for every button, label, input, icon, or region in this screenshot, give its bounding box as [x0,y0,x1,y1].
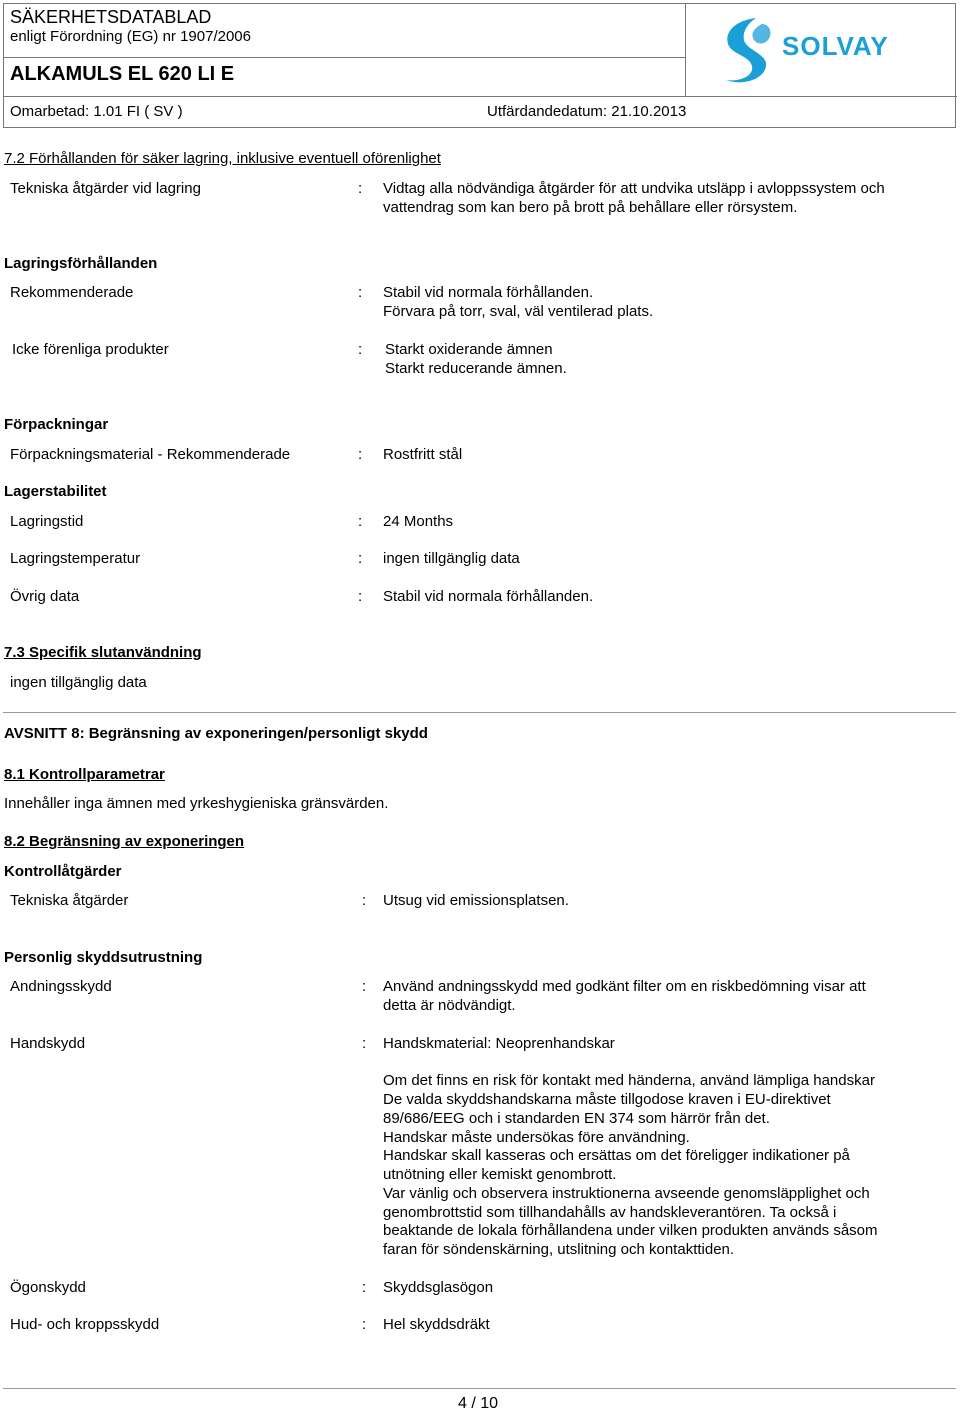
field-separator: : [362,978,367,995]
header-divider [4,57,685,58]
technical-measures-label: Tekniska åtgärder [10,892,129,909]
storage-temperature-label: Lagringstemperatur [10,550,141,567]
hand-protection-note: Handskar skall kasseras och ersättas om det föreligger indikationer på [383,1147,850,1164]
field-separator: : [358,180,363,197]
hand-protection-label: Handskydd [10,1035,86,1052]
recommended-value: Förvara på torr, sval, väl ventilerad plats. [383,303,654,320]
section-divider [3,712,956,713]
hand-protection-note: Handskar måste undersökas före användning. [383,1129,690,1146]
hand-protection-note: Var vänlig och observera instruktionerna avseende genomsläpplighet och [383,1185,870,1202]
storage-technical-label: Tekniska åtgärder vid lagring [10,180,201,197]
hand-protection-note: 89/686/EEG och i standarden EN 374 som härrör från det. [383,1110,770,1127]
packaging-label: Förpackningsmaterial - Rekommenderade [10,446,291,463]
recommended-label: Rekommenderade [10,284,134,301]
incompatible-value: Starkt oxiderande ämnen [385,341,553,358]
field-separator: : [362,892,367,909]
solvay-logo [716,14,916,86]
section-title-8-1: 8.1 Kontrollparametrar [4,766,165,783]
ppe-heading: Personlig skyddsutrustning [4,949,203,966]
section-title-7-3: 7.3 Specifik slutanvändning [4,644,202,661]
hand-protection-value: Handskmaterial: Neoprenhandskar [383,1035,615,1052]
header-divider [4,96,957,97]
other-data-value: Stabil vid normala förhållanden. [383,588,594,605]
storage-conditions-heading: Lagringsförhållanden [4,255,158,272]
section-title-8: AVSNITT 8: Begränsning av exponeringen/personligt skydd [4,725,428,742]
revision-info: Omarbetad: 1.01 FI ( SV ) [10,103,183,120]
other-data-label: Övrig data [10,588,80,605]
page-number: 4 / 10 [458,1395,499,1412]
hand-protection-note: De valda skyddshandskarna måste tillgodose kraven i EU-direktivet [383,1091,831,1108]
field-separator: : [358,513,363,530]
field-separator: : [358,341,363,358]
field-separator: : [362,1279,367,1296]
respiratory-value: detta är nödvändigt. [383,997,516,1014]
respiratory-label: Andningsskydd [10,978,112,995]
hand-protection-note: Om det finns en risk för kontakt med händerna, använd lämpliga handskar [383,1072,875,1089]
brand-name: SOLVAY [782,31,889,61]
incompatible-label: Icke förenliga produkter [12,341,169,358]
shelf-life-label: Lagringstid [10,513,84,530]
skin-protection-value: Hel skyddsdräkt [383,1316,490,1333]
packaging-value: Rostfritt stål [383,446,463,463]
recommended-value: Stabil vid normala förhållanden. [383,284,594,301]
field-separator: : [362,1316,367,1333]
issue-date: Utfärdandedatum: 21.10.2013 [487,103,687,120]
hand-protection-note: utnötning eller kemiskt genombrott. [383,1166,617,1183]
storage-technical-value: vattendrag som kan bero på brott på behållare eller rörsystem. [383,199,798,216]
document-header [3,3,956,128]
document-type: SÄKERHETSDATABLAD [10,7,212,27]
solvay-swirl-icon [716,14,778,86]
end-use-text: ingen tillgänglig data [10,674,147,691]
hand-protection-note: beaktande de lokala förhållandena under vilken produkten används såsom [383,1222,878,1239]
section-title-7-2: 7.2 Förhållanden för säker lagring, inklusive eventuell oförenlighet [4,150,441,167]
technical-measures-value: Utsug vid emissionsplatsen. [383,892,569,909]
footer-divider [3,1388,956,1389]
eye-protection-value: Skyddsglasögon [383,1279,494,1296]
field-separator: : [358,550,363,567]
section-title-8-2: 8.2 Begränsning av exponeringen [4,833,245,850]
hand-protection-note: faran för söndenskärning, utslitning och kontakttiden. [383,1241,735,1258]
product-name: ALKAMULS EL 620 LI E [10,63,235,85]
controls-heading: Kontrollåtgärder [4,863,122,880]
packaging-heading: Förpackningar [4,416,109,433]
hand-protection-note: genombrottstid som tillhandahålls av handskleverantören. Ta också i [383,1204,837,1221]
eye-protection-label: Ögonskydd [10,1279,86,1296]
header-divider-vertical [685,4,686,96]
shelf-life-value: 24 Months [383,513,454,530]
field-separator: : [358,284,363,301]
storage-technical-value: Vidtag alla nödvändiga åtgärder för att undvika utsläpp i avloppssystem och [383,180,885,197]
field-separator: : [358,446,363,463]
incompatible-value: Starkt reducerande ämnen. [385,360,567,377]
respiratory-value: Använd andningsskydd med godkänt filter om en riskbedömning visar att [383,978,866,995]
field-separator: : [358,588,363,605]
skin-protection-label: Hud- och kroppsskydd [10,1316,160,1333]
regulation-reference: enligt Förordning (EG) nr 1907/2006 [10,28,251,45]
control-parameters-text: Innehåller inga ämnen med yrkeshygieniska gränsvärden. [4,795,389,812]
field-separator: : [362,1035,367,1052]
stability-heading: Lagerstabilitet [4,483,107,500]
storage-temperature-value: ingen tillgänglig data [383,550,520,567]
